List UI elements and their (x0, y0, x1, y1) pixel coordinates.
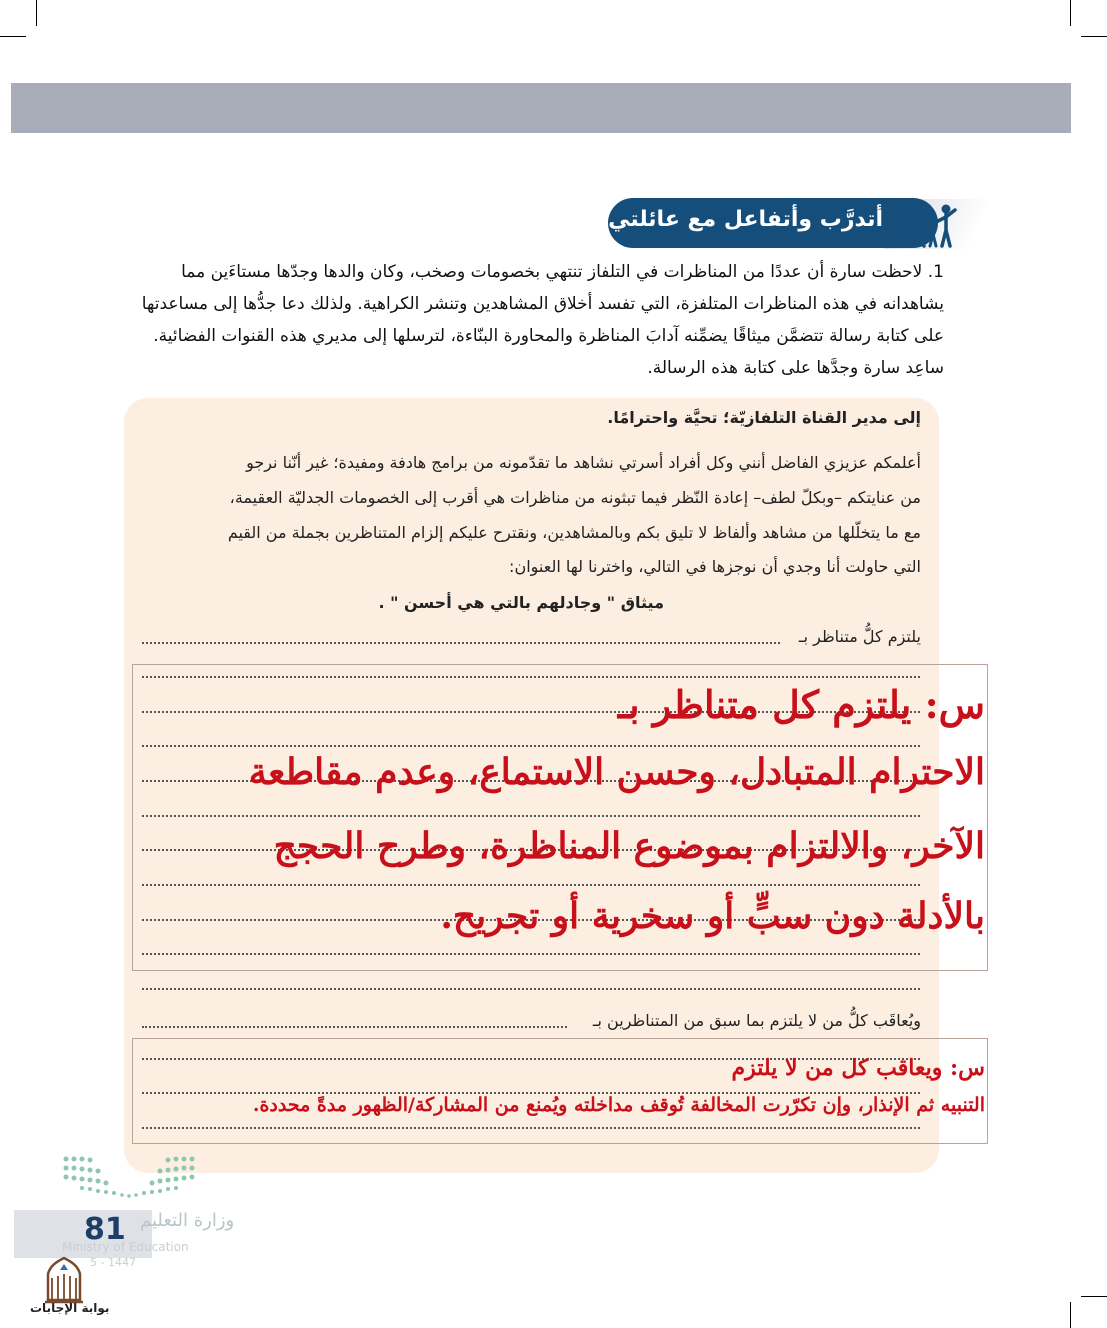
handwritten-answer-line: س: يلتزم كل متناظر بـ (617, 682, 985, 727)
top-band (11, 83, 1071, 133)
letter-line: أعلمكم عزيزي الفاضل أنني وكل أفراد أسرتي نشاهد ما تقدّمونه من برامج هادفة ومفيدة؛ غير أنّنا نرجو (246, 453, 921, 472)
question-line: على كتابة رسالة تتضمَّن ميثاقًا يضمِّنه آدابَ المناظرة والمحاورة البنّاءة، لترسلها إلى مديري هذه القنوات الفضائية. (153, 326, 944, 346)
dotted-line (142, 642, 780, 644)
question-line: 1. لاحظت سارة أن عددًا من المناظرات في التلفاز تنتهي بخصومات وصخب، وكان والدها وجدّها مستاءَين مما (181, 262, 944, 282)
crop-mark (1070, 0, 1071, 26)
dotted-line (142, 745, 920, 747)
site-name: بوابة الإجابات (30, 1301, 110, 1315)
letter-line: التي حاولت أنا وجدي أن نوجزها في التالي، واخترنا لها العنوان: (509, 557, 921, 576)
letter-line: من عنايتكم –وبكلّ لطف– إعادة النّظر فيما تبثونه من مناظرات هي أقرب إلى الخصومات الجدليّة العقيمة، (229, 488, 921, 507)
handwritten-answer-line: بالأدلة دون سبٍّ أو سخرية أو تجريح. (440, 895, 985, 937)
section-title-pill (608, 198, 938, 248)
crop-mark (1070, 1302, 1071, 1328)
dotted-line (142, 988, 920, 990)
handwritten-answer-line: التنبيه ثم الإنذار، وإن تكرّرت المخالفة تُوقف مداخلته ويُمنع من المشاركة/الظهور مدةً محددة. (252, 1094, 985, 1116)
crop-mark (0, 36, 26, 37)
dotted-line (142, 1127, 920, 1129)
dotted-line (142, 815, 920, 817)
handwritten-answer-line: الاحترام المتبادل، وحسن الاستماع، وعدم مقاطعة (248, 751, 985, 793)
handwritten-answer-line: س: ويعاقب كل من لا يلتزم (731, 1055, 985, 1081)
academic-year: 5 - 1447 (90, 1256, 136, 1269)
site-logo-icon (42, 1256, 87, 1304)
dotted-line (142, 884, 920, 886)
ministry-name-en: Ministry of Education (62, 1240, 189, 1254)
family-icon (906, 200, 960, 250)
question-line: يشاهدانه في هذه المناظرات المتلفزة، التي تفسد أخلاق المشاهدين وتنشر الكراهية. ولذلك دعا جدُّها إلى مساعدتها (141, 294, 944, 314)
prompt-commitments: يلتزم كلُّ متناظر بـ (798, 627, 921, 646)
question-line: ساعِد سارة وجدَّها على كتابة هذه الرسالة. (647, 358, 944, 378)
charter-title: ميثاق " وجادلهم بالتي هي أحسن " . (378, 593, 664, 612)
ministry-name-ar: وزارة التعليم (140, 1210, 235, 1231)
handwritten-answer-line: الآخر، والالتزام بموضوع المناظرة، وطرح الحجج (273, 825, 985, 867)
section-title: أتدرَّب وأتفاعل مع عائلتي (608, 207, 883, 232)
letter-line: مع ما يتخلّلها من مشاهد وألفاظ لا تليق بكم وبالمشاهدين، ونقترح عليكم إلزام المتناظرين بجملة من القيم (227, 523, 921, 542)
dotted-line (142, 953, 920, 955)
crop-mark (1081, 1296, 1107, 1297)
dotted-line (142, 1026, 567, 1028)
ministry-logo (62, 1153, 196, 1198)
crop-mark (1081, 36, 1107, 37)
prompt-penalties: ويُعاقَب كلُّ من لا يلتزم بما سبق من المتناظرين بـ (592, 1011, 921, 1030)
dotted-line (142, 676, 920, 678)
crop-mark (36, 0, 37, 26)
page-number: 81 (84, 1212, 126, 1247)
letter-greeting: إلى مدير القناة التلفازيّة؛ تحيَّة واحترامًا. (607, 408, 921, 427)
